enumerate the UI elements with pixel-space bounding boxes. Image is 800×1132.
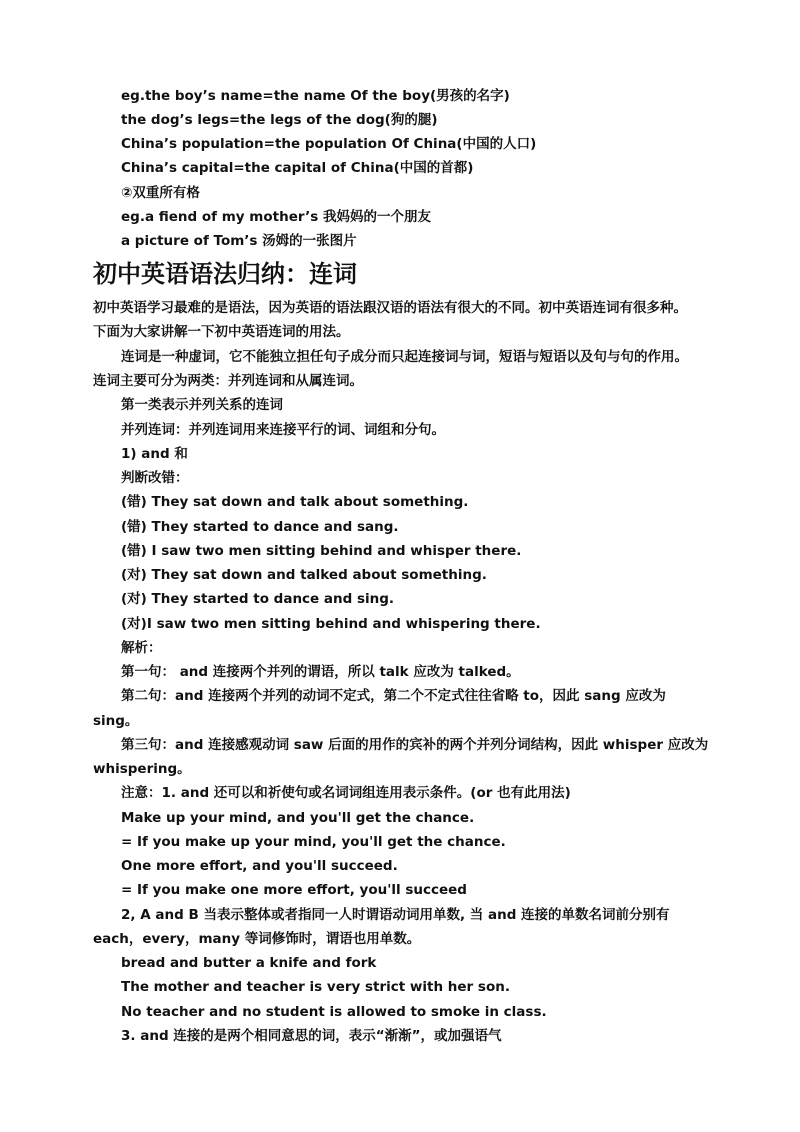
text-line: (错) I saw two men sitting behind and whisper there. xyxy=(121,543,522,559)
text-line: The mother and teacher is very strict with her son. xyxy=(121,979,510,995)
text-line: (错) They started to dance and sang. xyxy=(121,519,399,535)
text-line: China’s population=the population Of China(中国的人口) xyxy=(121,136,537,152)
text-line: 第一句： and 连接两个并列的谓语，所以 talk 应改为 talked。 xyxy=(121,664,520,680)
text-line: a picture of Tom’s 汤姆的一张图片 xyxy=(121,233,357,249)
text-line: 下面为大家讲解一下初中英语连词的用法。 xyxy=(93,324,350,340)
text-line: bread and butter a knife and fork xyxy=(121,955,377,971)
text-line: sing。 xyxy=(93,713,139,729)
text-line: 3. and 连接的是两个相同意思的词，表示“渐渐”，或加强语气 xyxy=(121,1028,502,1044)
text-line: 第一类表示并列关系的连词 xyxy=(121,397,283,413)
text-line: 初中英语学习最难的是语法，因为英语的语法跟汉语的语法有很大的不同。初中英语连词有很多种。 xyxy=(93,300,687,316)
text-line: 注意：1. and 还可以和祈使句或名词词组连用表示条件。(or 也有此用法) xyxy=(121,785,571,801)
text-line: China’s capital=the capital of China(中国的首都) xyxy=(121,160,474,176)
text-line: = If you make up your mind, you'll get the chance. xyxy=(121,834,506,850)
text-line: 1) and 和 xyxy=(121,446,188,462)
text-line: eg.the boy’s name=the name Of the boy(男孩的名字) xyxy=(121,88,510,104)
text-line: whispering。 xyxy=(93,761,191,777)
text-line: (错) They sat down and talk about something. xyxy=(121,494,469,510)
text-line: 解析： xyxy=(121,640,162,656)
text-line: 并列连词：并列连词用来连接平行的词、词组和分句。 xyxy=(121,422,445,438)
text-line: 第二句：and 连接两个并列的动词不定式，第二个不定式往往省略 to，因此 sang 应改为 xyxy=(121,688,666,704)
text-line: each，every，many 等词修饰时，谓语也用单数。 xyxy=(93,931,421,947)
text-line: 第三句：and 连接感观动词 saw 后面的用作的宾补的两个并列分词结构，因此 whisper 应改为 xyxy=(121,737,709,753)
text-line: ②双重所有格 xyxy=(121,185,200,201)
text-line: 连词是一种虚词，它不能独立担任句子成分而只起连接词与词，短语与短语以及句与句的作用。 xyxy=(121,349,688,365)
text-line: No teacher and no student is allowed to smoke in class. xyxy=(121,1004,547,1020)
text-line: 连词主要可分为两类：并列连词和从属连词。 xyxy=(93,373,363,389)
text-line: (对) They started to dance and sing. xyxy=(121,591,395,607)
text-line: Make up your mind, and you'll get the chance. xyxy=(121,810,475,826)
text-line: the dog’s legs=the legs of the dog(狗的腿) xyxy=(121,112,438,128)
text-line: (对)I saw two men sitting behind and whispering there. xyxy=(121,616,541,632)
text-line: (对) They sat down and talked about something. xyxy=(121,567,487,583)
text-line: 2, A and B 当表示整体或者指同一人时谓语动词用单数, 当 and 连接的单数名词前分别有 xyxy=(121,907,670,923)
text-line: One more effort, and you'll succeed. xyxy=(121,858,398,874)
text-line: = If you make one more effort, you'll succeed xyxy=(121,882,467,898)
text-line: eg.a fiend of my mother’s 我妈妈的一个朋友 xyxy=(121,209,431,225)
text-line: 判断改错： xyxy=(121,470,189,486)
section-heading: 初中英语语法归纳：连词 xyxy=(93,260,357,288)
